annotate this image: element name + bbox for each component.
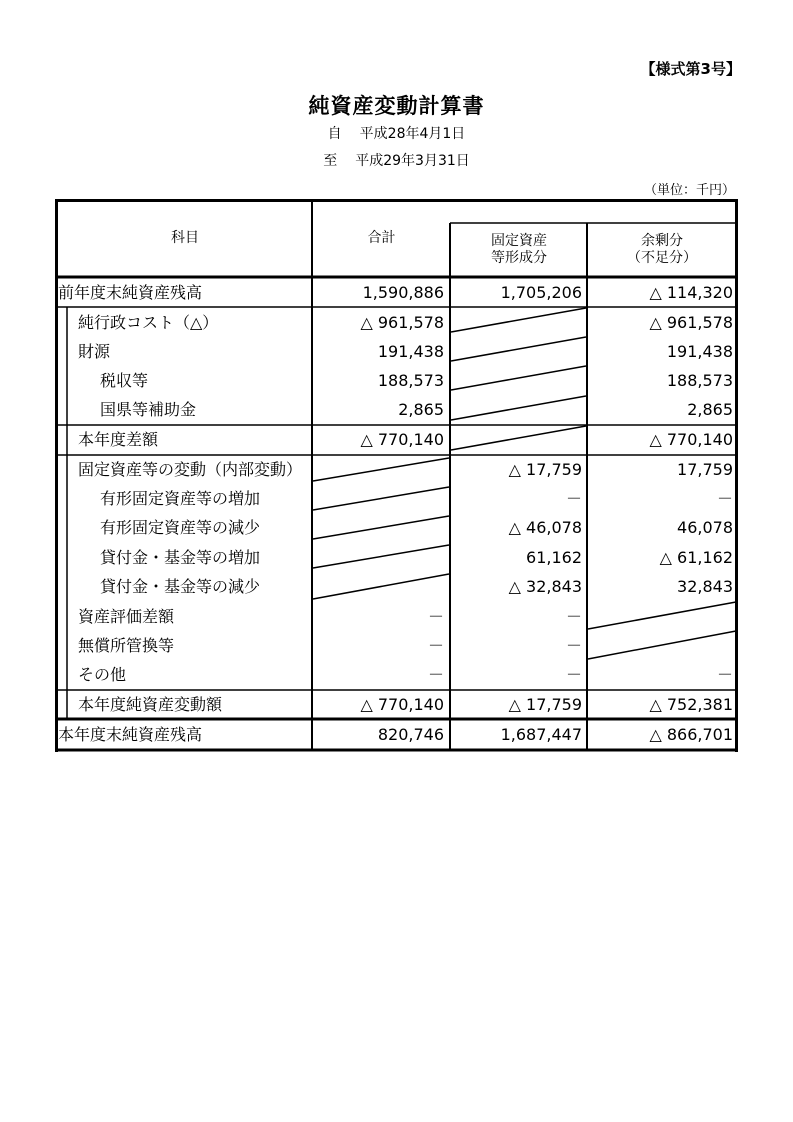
row-label: 有形固定資産等の減少 <box>100 518 261 537</box>
document-title: 純資産変動計算書 <box>308 94 485 118</box>
cell-fixed: △ 17,759 <box>508 695 582 714</box>
row-label: 貸付金・基金等の増加 <box>100 548 261 567</box>
cell-fixed: △ 17,759 <box>508 460 582 479</box>
row-label: 本年度末純資産残高 <box>58 725 203 744</box>
cell-total: △ 961,578 <box>360 313 444 332</box>
row-label: 固定資産等の変動（内部変動） <box>78 460 303 479</box>
cell-total: 191,438 <box>377 342 444 361</box>
cell-total: △ 770,140 <box>360 430 444 449</box>
net-assets-statement-table <box>55 199 738 752</box>
cell-surplus: △ 961,578 <box>649 313 733 332</box>
row-label: 純行政コスト（△） <box>78 313 219 332</box>
row-label: 前年度末純資産残高 <box>58 283 203 302</box>
header-surplus <box>588 233 736 267</box>
cell-fixed: 1,687,447 <box>500 725 582 744</box>
cell-total: △ 770,140 <box>360 695 444 714</box>
form-number-label: 【様式第3号】 <box>640 60 741 78</box>
row-label: その他 <box>78 665 127 684</box>
row-label: 貸付金・基金等の減少 <box>100 577 261 596</box>
cell-fixed: － <box>565 607 582 626</box>
header-surplus-line1: 余剰分 <box>641 233 683 249</box>
cell-surplus: △ 770,140 <box>649 430 733 449</box>
cell-surplus: 191,438 <box>666 342 733 361</box>
row-label: 財源 <box>78 342 111 361</box>
unit-label: （単位：千円） <box>643 183 735 198</box>
cell-surplus: － <box>716 665 733 684</box>
period-to-date: 平成29年3月31日 <box>355 153 470 169</box>
row-label: 本年度純資産変動額 <box>78 695 223 714</box>
cell-total: － <box>427 665 444 684</box>
cell-surplus: 32,843 <box>677 577 733 596</box>
row-label: 有形固定資産等の増加 <box>100 489 261 508</box>
cell-fixed: △ 46,078 <box>508 518 582 537</box>
cell-surplus: 188,573 <box>666 371 733 390</box>
header-total: 合計 <box>367 230 396 246</box>
row-label: 無償所管換等 <box>78 636 175 655</box>
cell-surplus: － <box>716 489 733 508</box>
cell-fixed: 1,705,206 <box>500 283 582 302</box>
header-fixed-line2: 等形成分 <box>491 250 547 266</box>
cell-surplus: 17,759 <box>677 460 733 479</box>
header-fixed-assets <box>451 233 587 267</box>
cell-fixed: － <box>565 665 582 684</box>
period-from <box>0 123 793 143</box>
row-label: 国県等補助金 <box>100 400 197 419</box>
cell-total: 188,573 <box>377 371 444 390</box>
row-label: 資産評価差額 <box>78 607 175 626</box>
header-fixed-line1: 固定資産 <box>491 233 547 249</box>
period-to-label: 至 <box>323 153 338 169</box>
cell-surplus: △ 866,701 <box>649 725 733 744</box>
header-subject: 科目 <box>171 230 199 246</box>
cell-fixed: 61,162 <box>526 548 582 567</box>
cell-surplus: △ 114,320 <box>649 283 733 302</box>
cell-fixed: △ 32,843 <box>508 577 582 596</box>
period-from-label: 自 <box>327 126 342 142</box>
cell-fixed: － <box>565 636 582 655</box>
cell-surplus: 2,865 <box>687 400 733 419</box>
row-label: 税収等 <box>100 371 149 390</box>
row-label: 本年度差額 <box>78 430 159 449</box>
cell-total: 820,746 <box>377 725 444 744</box>
cell-total: － <box>427 607 444 626</box>
header-surplus-line2: （不足分） <box>627 250 697 266</box>
cell-surplus: △ 61,162 <box>659 548 733 567</box>
cell-total: － <box>427 636 444 655</box>
period-from-date: 平成28年4月1日 <box>359 126 466 142</box>
cell-fixed: － <box>565 489 582 508</box>
cell-surplus: △ 752,381 <box>649 695 733 714</box>
cell-total: 1,590,886 <box>362 283 444 302</box>
period-to <box>0 150 793 170</box>
cell-surplus: 46,078 <box>677 518 733 537</box>
cell-total: 2,865 <box>398 400 444 419</box>
